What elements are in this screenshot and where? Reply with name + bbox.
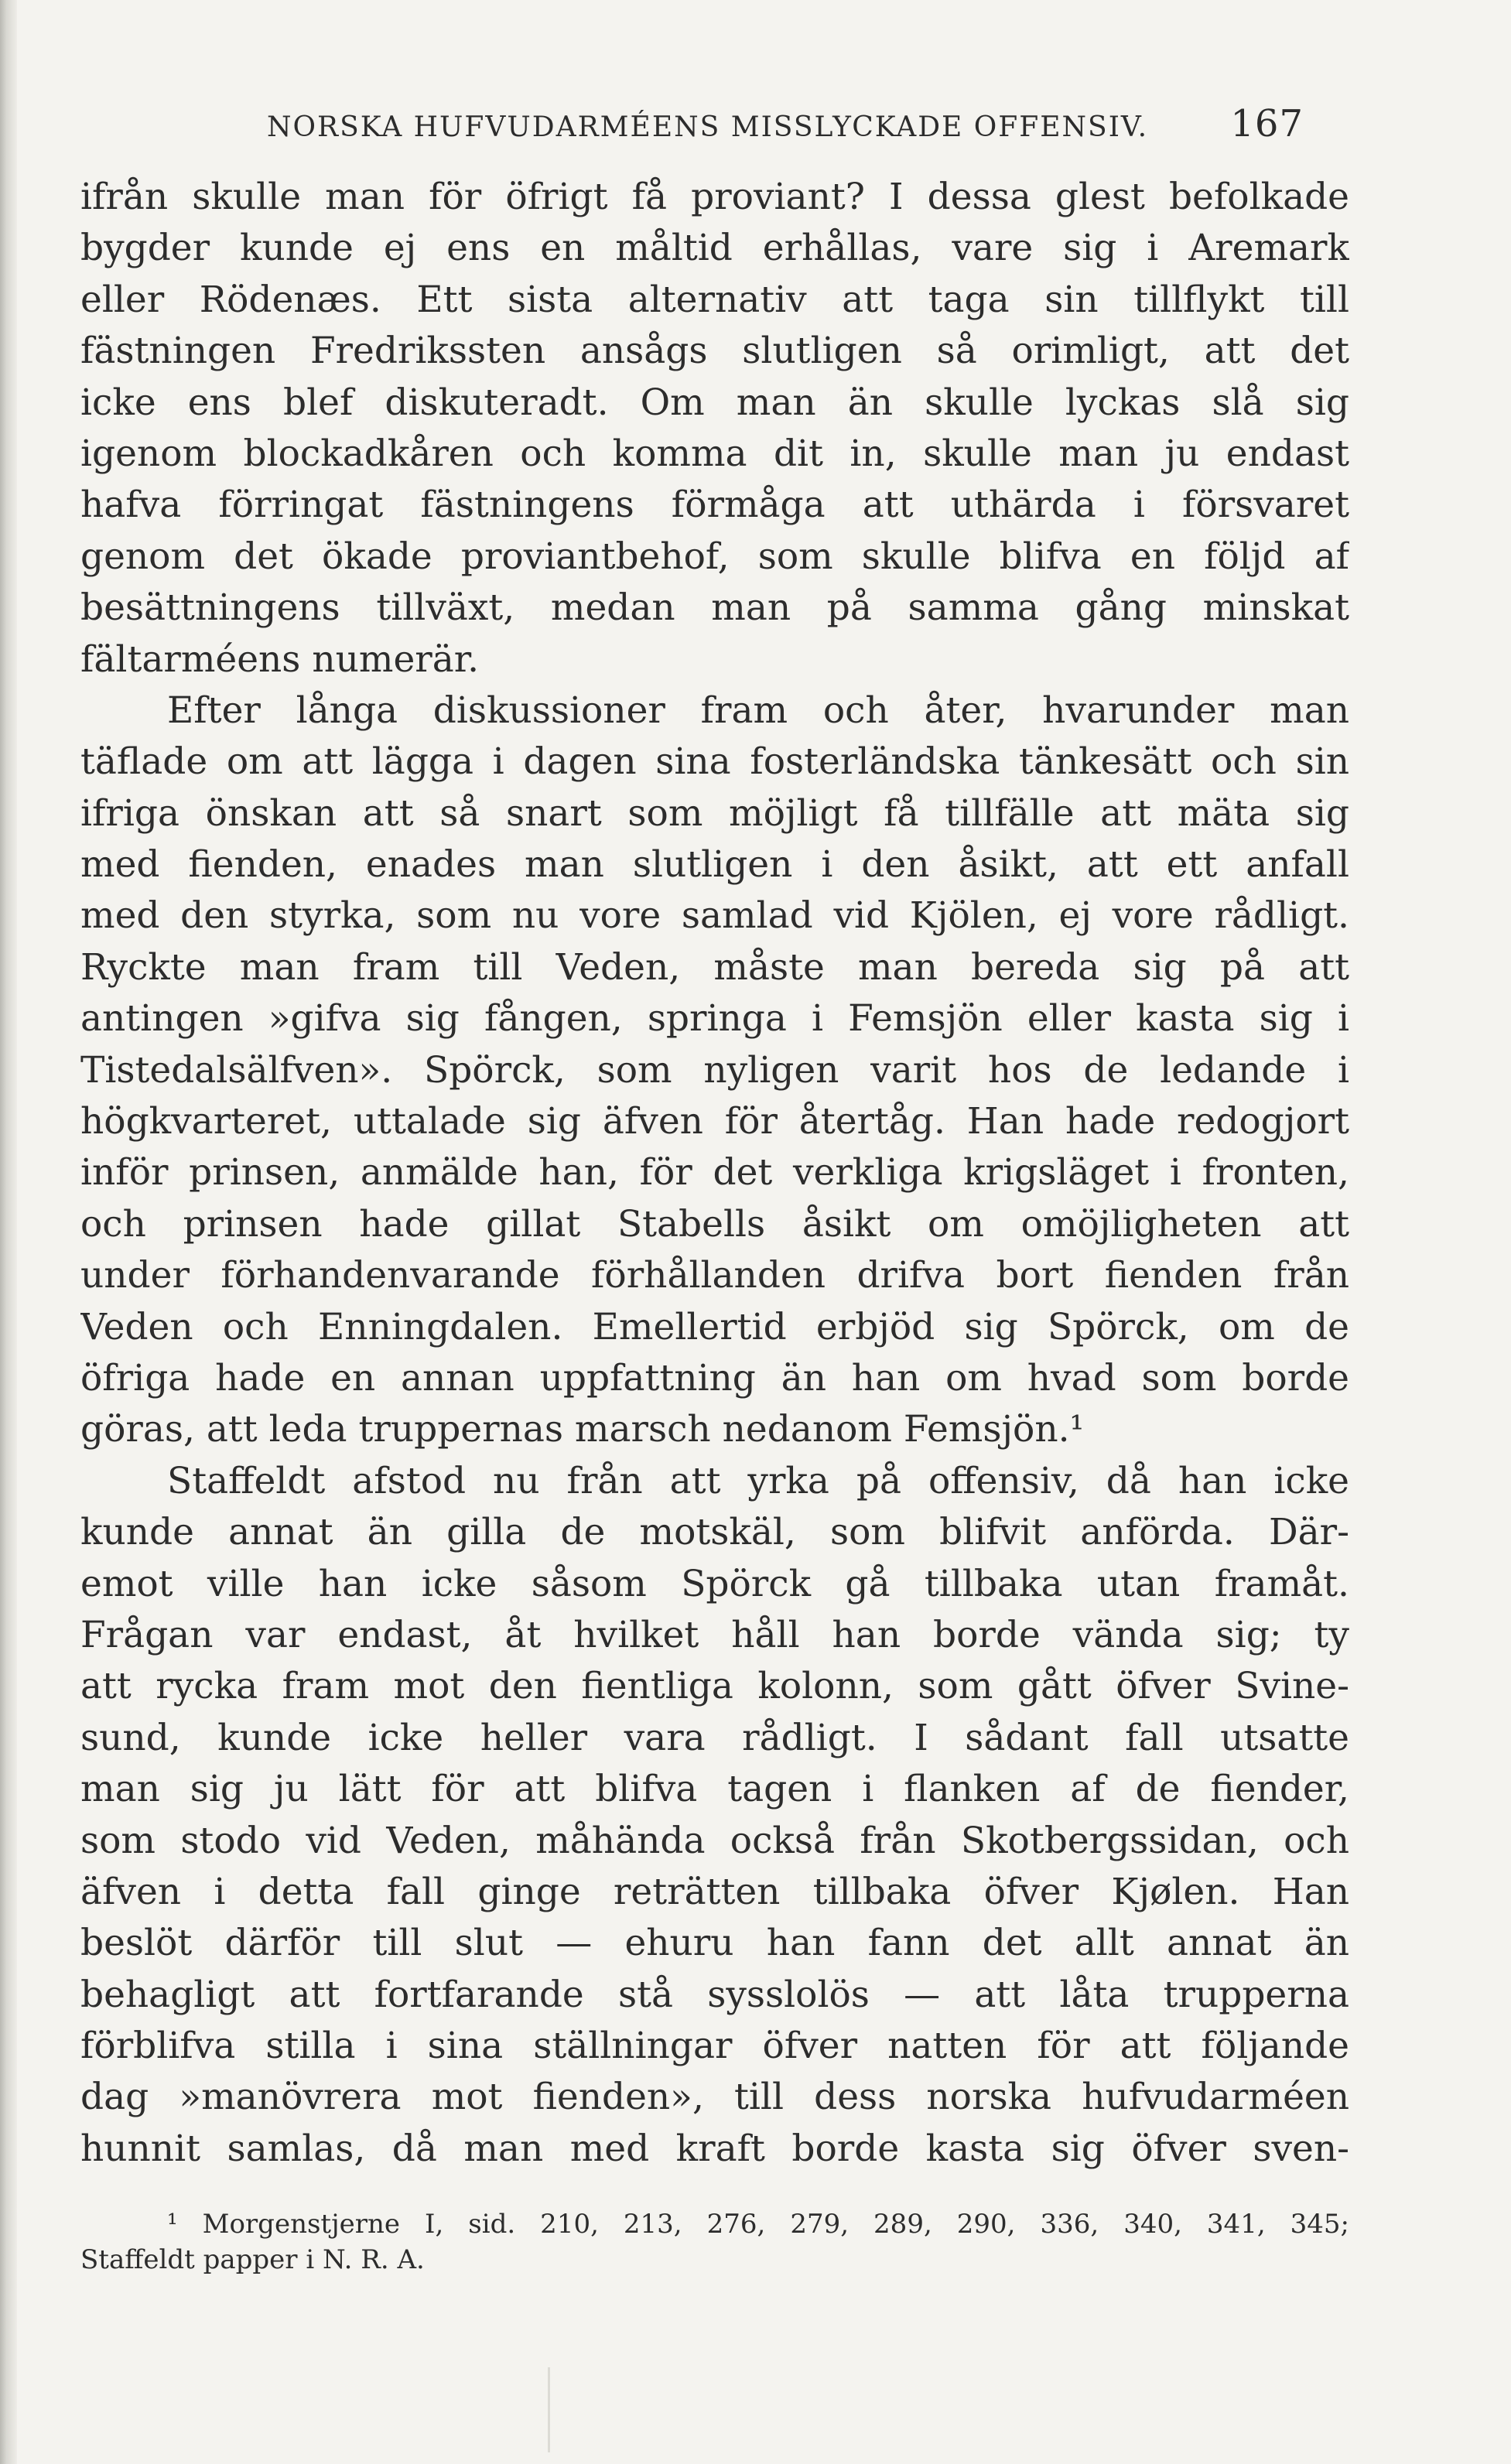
text-line: högkvarteret, uttalade sig äfven för återtåg. Han hade redogjort [80,1100,1349,1143]
text-line: hunnit samlas, då man med kraft borde kasta sig öfver sven- [80,2127,1349,2170]
text-line: icke ens blef diskuteradt. Om man än skulle lyckas slå sig [80,381,1349,424]
text-line: Veden och Enningdalen. Emellertid erbjöd sig Spörck, om de [80,1305,1349,1348]
text-line: beslöt därför till slut — ehuru han fann det allt annat än [80,1922,1349,1965]
text-line: igenom blockadkåren och komma dit in, skulle man ju endast [80,432,1349,475]
text-line: förblifva stilla i sina ställningar öfver natten för att följande [80,2025,1349,2068]
text-line: antingen »gifva sig fången, springa i Femsjön eller kasta sig i [80,997,1349,1041]
text-line: täflade om att lägga i dagen sina fosterländska tänkesätt och sin [80,740,1349,784]
footnotes [80,2206,1349,2278]
footnote-line: Staffeldt papper i N. R. A. [80,2244,425,2275]
text-line: som stodo vid Veden, måhända också från Skotbergssidan, och [80,1819,1349,1862]
text-line: äfven i detta fall ginge reträtten tillbaka öfver Kjølen. Han [80,1870,1349,1913]
text-line: emot ville han icke såsom Spörck gå tillbaka utan framåt. [80,1562,1349,1605]
text-line: fästningen Fredrikssten ansågs slutligen så orimligt, att det [80,330,1349,373]
text-line: dag »manövrera mot fienden», till dess norska hufvudarméen [80,2076,1349,2119]
text-line: bygder kunde ej ens en måltid erhållas, vare sig i Aremark [80,227,1349,270]
text-line: behagligt att fortfarande stå sysslolös — att låta trupperna [80,1973,1349,2016]
text-line: med fienden, enades man slutligen i den åsikt, att ett anfall [80,843,1349,887]
text-line: ifriga önskan att så snart som möjligt få tillfälle att mäta sig [80,791,1349,835]
page-crease-shadow [534,2367,550,2452]
text-line: med den styrka, som nu vore samlad vid Kjölen, ej vore rådligt. [80,894,1349,938]
text-line: inför prinsen, anmälde han, för det verkliga krigsläget i fronten, [80,1151,1349,1194]
text-line: och prinsen hade gillat Stabells åsikt om omöjligheten att [80,1202,1349,1246]
text-line: under förhandenvarande förhållanden drifva bort fienden från [80,1254,1349,1297]
text-line: hafva förringat fästningens förmåga att uthärda i försvaret [80,484,1349,527]
paragraph-start-line: Staffeldt afstod nu från att yrka på offensiv, då han icke [167,1459,1349,1502]
paragraph-start-line: Efter långa diskussioner fram och åter, hvarunder man [167,689,1349,732]
text-line: man sig ju lätt för att blifva tagen i flanken af de fiender, [80,1768,1349,1811]
text-line: sund, kunde icke heller vara rådligt. I sådant fall utsatte [80,1716,1349,1759]
book-spine-shadow [0,0,17,2464]
text-line: att rycka fram mot den fientliga kolonn, som gått öfver Svine- [80,1665,1349,1708]
text-line: Frågan var endast, åt hvilket håll han borde vända sig; ty [80,1613,1349,1656]
text-line: besättningens tillväxt, medan man på samma gång minskat [80,586,1349,630]
text-line: göras, att leda truppernas marsch nedanom Femsjön.¹ [80,1408,1085,1451]
text-line: Ryckte man fram till Veden, måste man bereda sig på att [80,945,1349,989]
text-line: ifrån skulle man för öfrigt få proviant? I dessa glest befolkade [80,176,1349,218]
text-line: genom det ökade proviantbehof, som skulle blifva en följd af [80,535,1349,578]
running-title: NORSKA HUFVUDARMÉENS MISSLYCKADE OFFENSIV. [267,111,1149,143]
body-text [80,172,1349,2175]
page-number: 167 [1230,102,1304,145]
text-line: Tistedalsälfven». Spörck, som nyligen varit hos de ledande i [80,1048,1349,1092]
page-header [267,102,1304,149]
text-line: kunde annat än gilla de motskäl, som blifvit anförda. Där- [80,1511,1349,1554]
text-line: öfriga hade en annan uppfattning än han om hvad som borde [80,1356,1349,1399]
text-line: fältarméens numerär. [80,637,480,681]
text-line: eller Rödenæs. Ett sista alternativ att taga sin tillflykt till [80,278,1349,321]
footnote-line: ¹ Morgenstjerne I, sid. 210, 213, 276, 279, 289, 290, 336, 340, 341, 345; [167,2209,1349,2240]
